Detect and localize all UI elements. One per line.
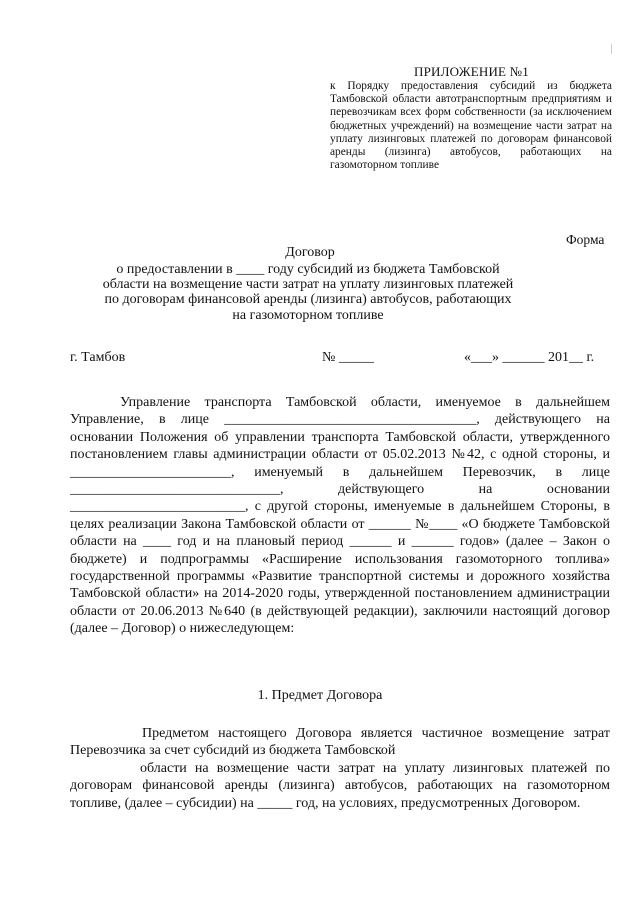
intro-paragraph: Управление транспорта Тамбовской области, именуемое в дальнейшем Управление, в лице ____________________________________, действующего на основании Положения об управлении транспорта Тамбовской области, утвержденного постановлением главы администрации области от 05.02.2013 №42, с одной стороны, и _______________________, именуемый в дальнейшем Перевозчик, в лице ______________________________, действующего на основании _________________________, с другой стороны, именуемые в дальнейшем Стороны, в целях реализации Закона Тамбовской области от ______ №____ «О бюджете Тамбовской области на ____ год и на плановый период ______ и ______ годов» (далее – Закон о бюджете) и подпрограммы «Расширение использования газомоторного топлива» государственной программы «Развитие транспортной системы и дорожного хозяйства Тамбовской области» на 2014-2020 годы, утвержденной постановлением администрации области от 20.06.2013 №640 (в действующей редакции), заключили настоящий договор (далее – Договор) о нижеследующем:: [70, 395, 610, 637]
appendix-text: к Порядку предоставления субсидий из бюджета Тамбовской области автотранспортным предприятиям и перевозчикам всех форм собственности (за исключением бюджетных учреждений) на возмещение части затрат на уплату лизинговых платежей по договорам финансовой аренды (лизинга) автобусов, работающих на газомоторном топливе: [330, 80, 612, 172]
scan-artifact: [611, 44, 612, 54]
section-1-paragraph-a: Предметом настоящего Договора является частичное возмещение затрат Перевозчика за счет субсидий из бюджета Тамбовской: [70, 726, 610, 759]
section-1-paragraph-b: области на возмещение части затрат на уплату лизинговых платежей по договорам финансовой аренды (лизинга) автобусов, работающих на газомоторном топливе, (далее – субсидии) на _____ год, на условиях, предусмотренных Договором.: [70, 761, 610, 811]
contract-date: «___» ______ 201__ г.: [464, 350, 595, 365]
document-title-text: Договор: [285, 245, 335, 260]
form-label: Форма: [566, 232, 605, 247]
document-subtitle: о предоставлении в ____ году субсидий из бюджета Тамбовской области на возмещение части затрат на уплату лизинговых платежей по договорам финансовой аренды (лизинга) автобусов, работающих на газомоторном топливе: [102, 262, 514, 323]
section-1-heading: 1. Предмет Договора: [257, 688, 383, 703]
document-title: [90, 245, 530, 261]
header-line: [70, 350, 608, 368]
city: г. Тамбов: [70, 350, 126, 365]
appendix-title: ПРИЛОЖЕНИЕ №1: [414, 64, 529, 79]
contract-number: № _____: [322, 350, 374, 365]
